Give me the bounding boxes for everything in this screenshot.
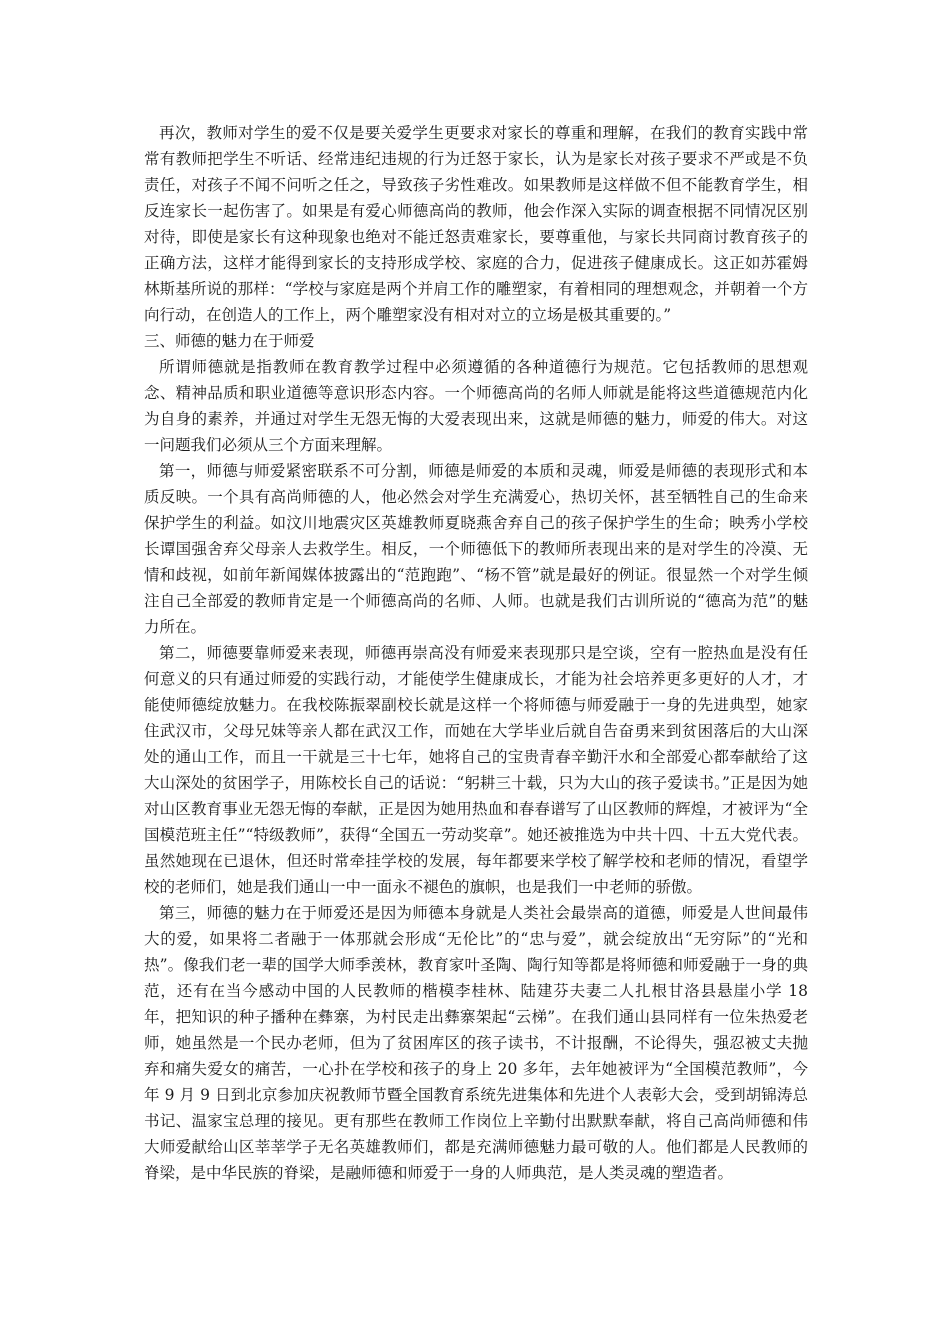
paragraph-intro: 再次，教师对学生的爱不仅是要关爱学生更要求对家长的尊重和理解，在我们的教育实践中常常有教师把学生不听话、经常违纪违规的行为迁怒于家长，认为是家长对孩子要求不严或是不负责任，对孩子不闻不问听之任之，导致孩子劣性难改。如果教师是这样做不但不能教育学生，相反连家长一起伤害了。如果是有爱心师德高尚的教师，他会作深入实际的调查根据不同情况区别对待，即使是家长有这种现象也绝对不能迁怒责难家长，要尊重他，与家长共同商讨教育孩子的正确方法，这样才能得到家长的支持形成学校、家庭的合力，促进孩子健康成长。这正如苏霍姆林斯基所说的那样：“学校与家庭是两个并肩工作的雕塑家，有着相同的理想观念，并朝着一个方向行动，在创造人的工作上，两个雕塑家没有相对对立的立场是极其重要的。”: [144, 124, 808, 324]
paragraph-first: 第一，师德与师爱紧密联系不可分割，师德是师爱的本质和灵魂，师爱是师德的表现形式和本质反映。一个具有高尚师德的人，他必然会对学生充满爱心，热切关怀，甚至牺牲自己的生命来保护学生的利益。如汶川地震灾区英雄教师夏晓燕舍弃自己的孩子保护学生的生命；映秀小学校长谭国强舍弃父母亲人去救学生。相反，一个师德低下的教师所表现出来的是对学生的冷漠、无情和歧视，如前年新闻媒体披露出的“范跑跑”、“杨不管”就是最好的例证。很显然一个对学生倾注自己全部爱的教师肯定是一个师德高尚的名师、人师。也就是我们古训所说的“德高为范”的魅力所在。: [144, 462, 808, 636]
section-heading: 三、师德的魅力在于师爱: [144, 332, 315, 350]
document-page: [144, 120, 808, 1186]
paragraph-third: 第三，师德的魅力在于师爱还是因为师德本身就是人类社会最崇高的道德，师爱是人世间最伟大的爱，如果将二者融于一体那就会形成“无伦比”的“忠与爱”，就会绽放出“无穷际”的“光和热”。像我们老一辈的国学大师季羡林，教育家叶圣陶、陶行知等都是将师德和师爱融于一身的典范，还有在当今感动中国的人民教师的楷模李桂林、陆建芬夫妻二人扎根甘洛县悬崖小学 18 年，把知识的种子播种在彝寨，为村民走出彝寨架起“云梯”。在我们通山县同样有一位朱热爱老师，她虽然是一个民办老师，但为了贫困库区的孩子读书，不计报酬，不论得失，强忍被丈夫抛弃和痛失爱女的痛苦，一心扑在学校和孩子的身上 20 多年，去年她被评为“全国模范教师”，今年 9 月 9 日到北京参加庆祝教师节暨全国教育系统先进集体和先进个人表彰大会，受到胡锦涛总书记、温家宝总理的接见。更有那些在教师工作岗位上辛勤付出默默奉献，将自己高尚师德和伟大师爱献给山区莘莘学子无名英雄教师们，都是充满师德魅力最可敬的人。他们都是人民教师的脊梁，是中华民族的脊梁，是融师德和师爱于一身的人师典范，是人类灵魂的塑造者。: [144, 904, 808, 1182]
paragraph-second: 第二，师德要靠师爱来表现，师德再崇高没有师爱来表现那只是空谈，空有一腔热血是没有任何意义的只有通过师爱的实践行动，才能使学生健康成长，才能为社会培养更多更好的人才，才能使师德绽放魅力。在我校陈振翠副校长就是这样一个将师德与师爱融于一身的先进典型，她家住武汉市，父母兄妹等亲人都在武汉工作，而她在大学毕业后就自告奋勇来到贫困落后的大山深处的通山工作，而且一干就是三十七年，她将自己的宝贵青春辛勤汗水和全部爱心都奉献给了这大山深处的贫困学子，用陈校长自己的话说：“躬耕三十载，只为大山的孩子爱读书。”正是因为她对山区教育事业无怨无悔的奉献，正是因为她用热血和春春谱写了山区教师的辉煌，才被评为“全国模范班主任”“特级教师”，获得“全国五一劳动奖章”。她还被推选为中共十四、十五大党代表。虽然她现在已退休，但还时常牵挂学校的发展，每年都要来学校了解学校和老师的情况，看望学校的老师们，她是我们通山一中一面永不褪色的旗帜，也是我们一中老师的骄傲。: [144, 644, 808, 896]
paragraph-definition: 所谓师德就是指教师在教育教学过程中必须遵循的各种道德行为规范。它包括教师的思想观念、精神品质和职业道德等意识形态内容。一个师德高尚的名师人师就是能将这些道德规范内化为自身的素养，并通过对学生无怨无悔的大爱表现出来，这就是师德的魅力，师爱的伟大。对这一问题我们必须从三个方面来理解。: [144, 358, 808, 454]
